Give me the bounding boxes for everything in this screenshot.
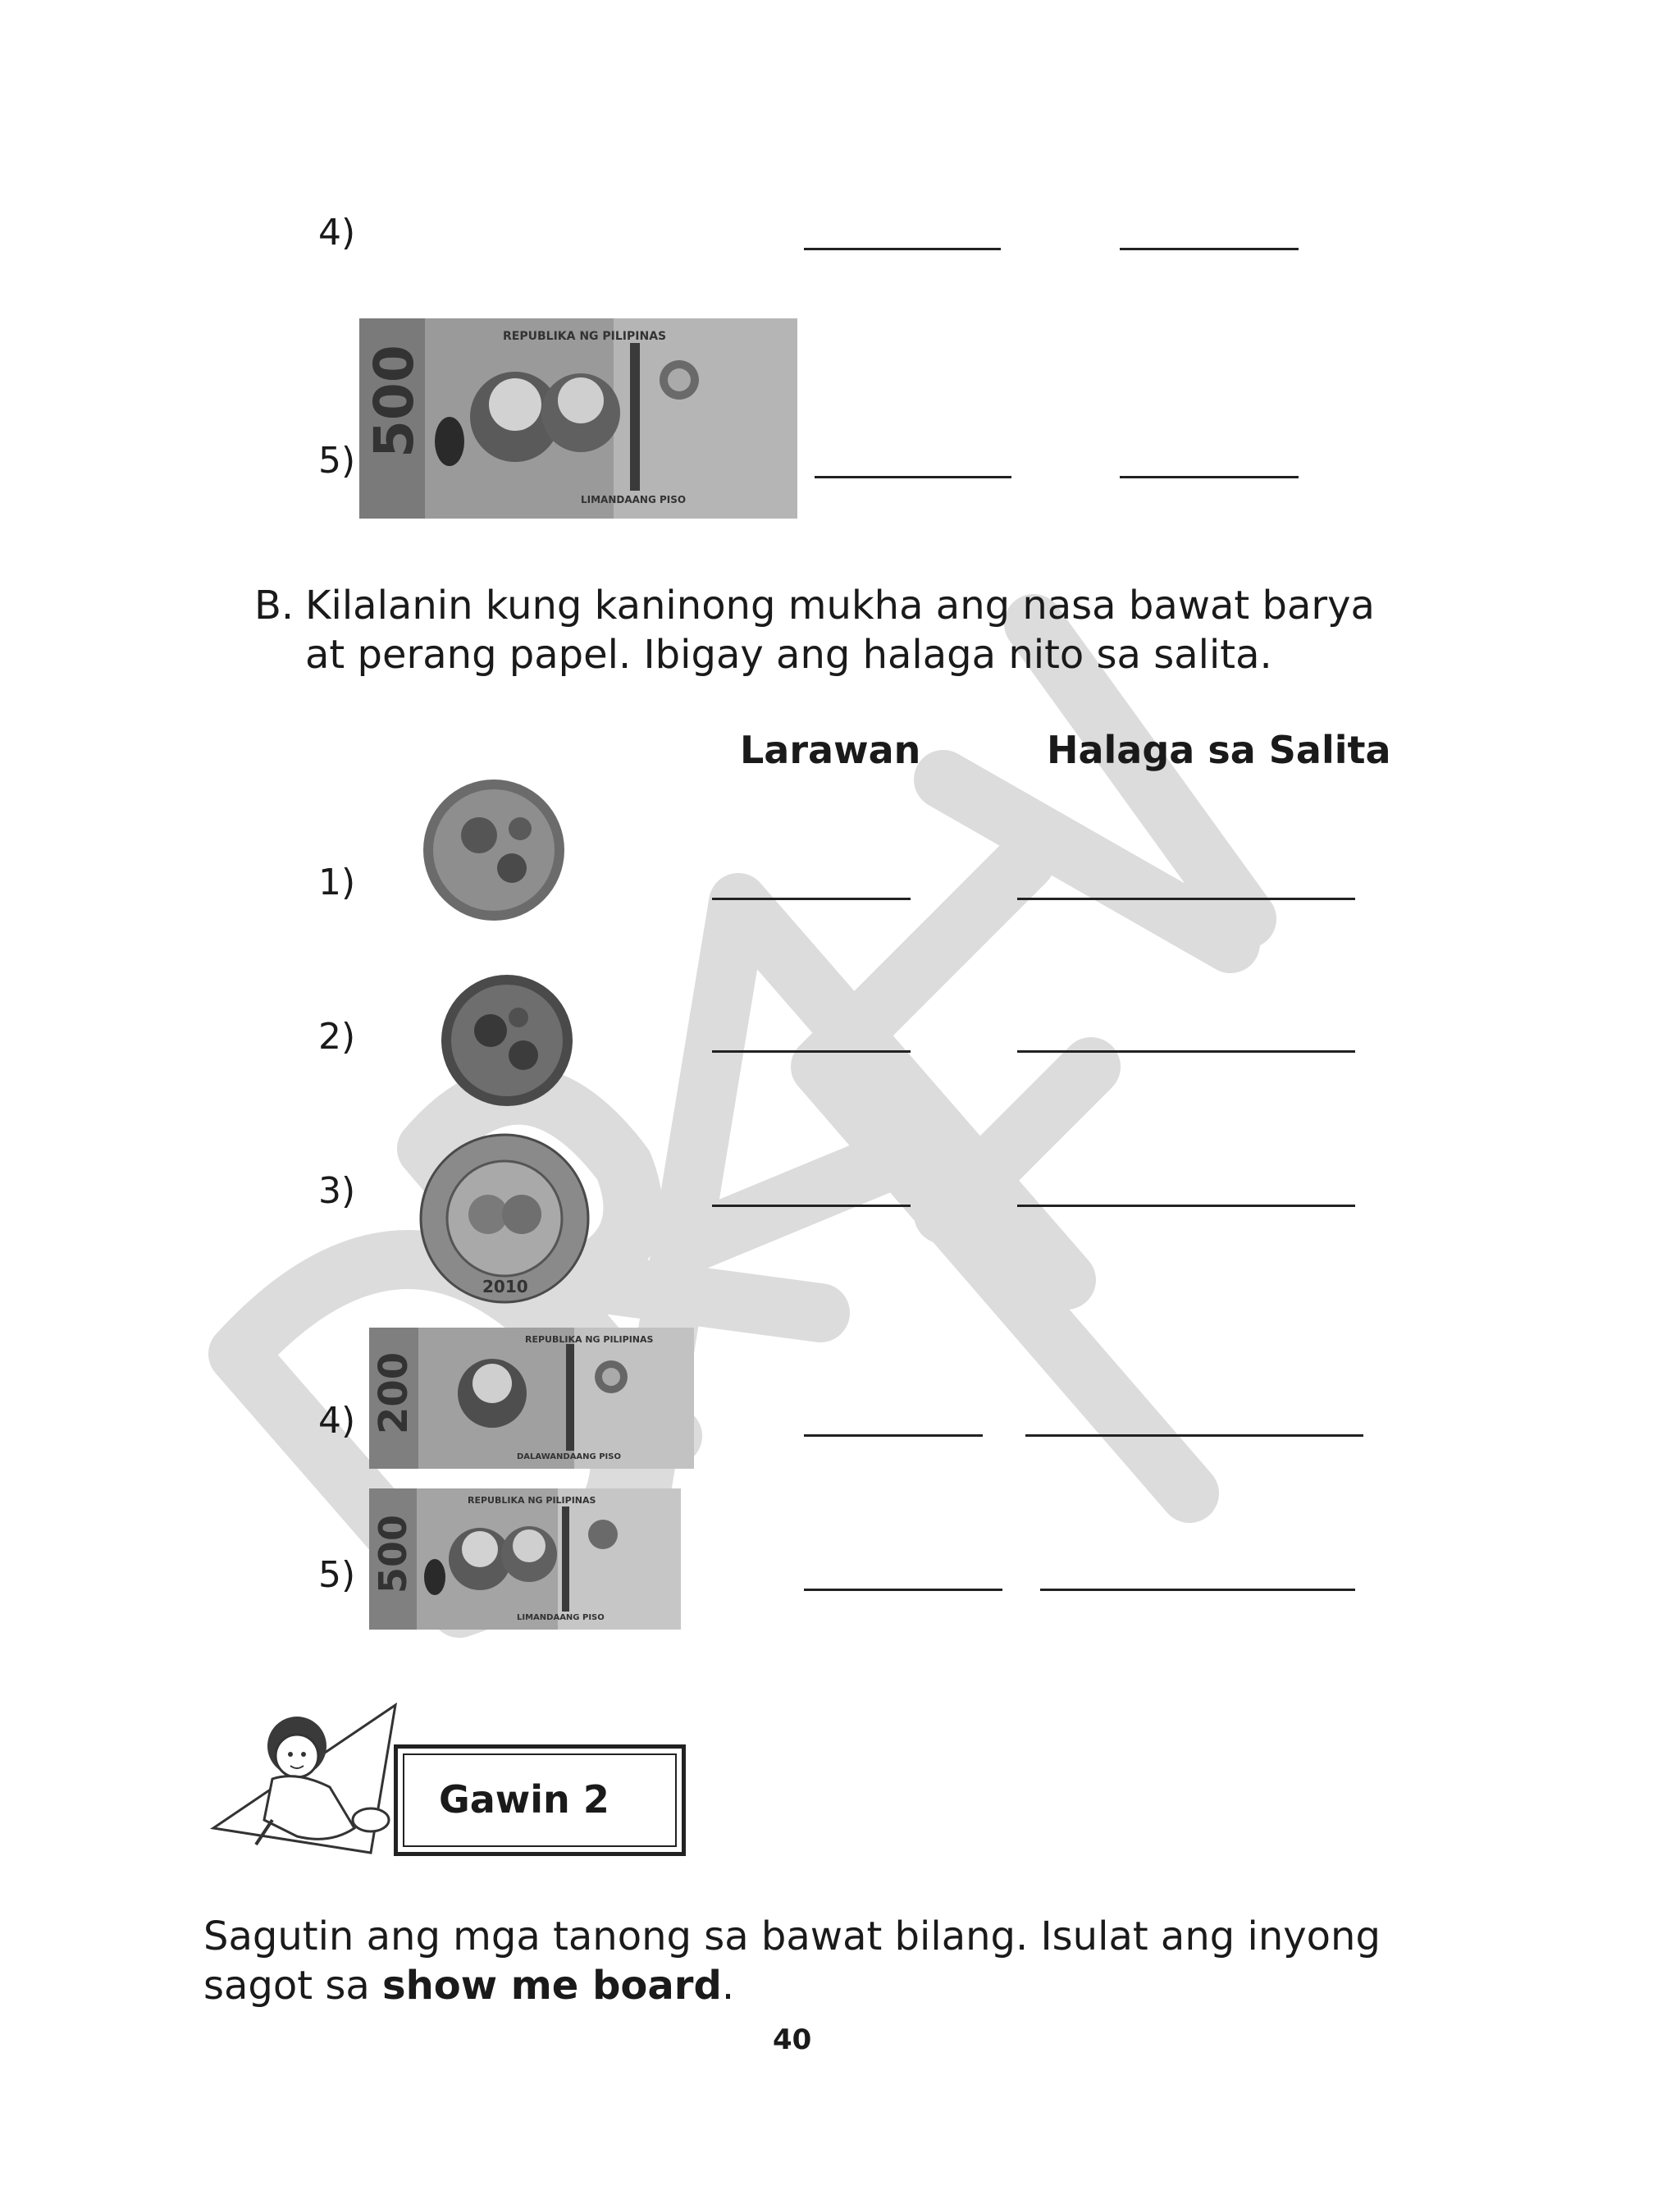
bill-500-image	[359, 318, 797, 519]
answer-blank[interactable]	[1017, 1205, 1355, 1207]
answer-blank[interactable]	[1025, 1434, 1363, 1437]
answer-blank[interactable]	[804, 1589, 1002, 1591]
bill-denomination: 500	[363, 345, 426, 458]
bill-words: LIMANDAANG PISO	[517, 1613, 605, 1622]
gawin-instruction: Sagutin ang mga tanong sa bawat bilang. Isulat ang inyong	[203, 1913, 1381, 1959]
column-header: Larawan	[740, 728, 921, 772]
item-number: 5)	[318, 1554, 356, 1596]
section-letter: B.	[254, 583, 294, 629]
instruction-text: .	[721, 1963, 735, 2009]
item-number: 4)	[318, 1400, 356, 1442]
gawin-instruction	[203, 1961, 734, 2010]
bill-country: REPUBLIKA NG PILIPINAS	[503, 330, 667, 343]
answer-blank[interactable]	[1017, 1050, 1355, 1053]
answer-blank[interactable]	[712, 1050, 911, 1053]
column-header: Halaga sa Salita	[1047, 728, 1391, 772]
page-number: 40	[773, 2023, 812, 2056]
bill-denomination: 500	[371, 1514, 415, 1593]
item-number: 3)	[318, 1170, 356, 1212]
item-number: 4)	[318, 212, 356, 254]
bill-country: REPUBLIKA NG PILIPINAS	[525, 1334, 654, 1345]
answer-blank[interactable]	[712, 898, 911, 900]
answer-blank[interactable]	[815, 476, 1011, 478]
answer-blank[interactable]	[1040, 1589, 1355, 1591]
bill-denomination: 200	[371, 1351, 417, 1434]
show-me-board-text: show me board	[382, 1963, 722, 2009]
bill-200-image	[369, 1328, 694, 1469]
answer-blank[interactable]	[1120, 476, 1299, 478]
answer-blank[interactable]	[712, 1205, 911, 1207]
bill-500-image	[369, 1488, 681, 1630]
item-number: 1)	[318, 862, 356, 903]
answer-blank[interactable]	[1017, 898, 1355, 900]
bill-words: LIMANDAANG PISO	[581, 494, 687, 505]
coin-10-image	[418, 1132, 591, 1305]
item-number: 2)	[318, 1016, 356, 1058]
item-number: 5)	[318, 440, 356, 482]
answer-blank[interactable]	[804, 1434, 983, 1437]
coin-5-image	[422, 778, 566, 922]
answer-blank[interactable]	[1120, 248, 1299, 250]
section-instruction: Kilalanin kung kaninong mukha ang nasa bawat barya	[305, 583, 1375, 629]
coin-1-image	[440, 973, 574, 1108]
section-instruction: at perang papel. Ibigay ang halaga nito sa salita.	[305, 632, 1272, 678]
instruction-text: sagot sa	[203, 1963, 383, 2009]
girl-writing-icon	[207, 1697, 404, 1861]
answer-blank[interactable]	[804, 248, 1001, 250]
gawin-box	[394, 1744, 686, 1856]
bill-country: REPUBLIKA NG PILIPINAS	[468, 1495, 596, 1506]
gawin-title: Gawin 2	[439, 1777, 609, 1822]
coin-year: 2010	[482, 1277, 528, 1296]
bill-words: DALAWANDAANG PISO	[517, 1452, 621, 1461]
